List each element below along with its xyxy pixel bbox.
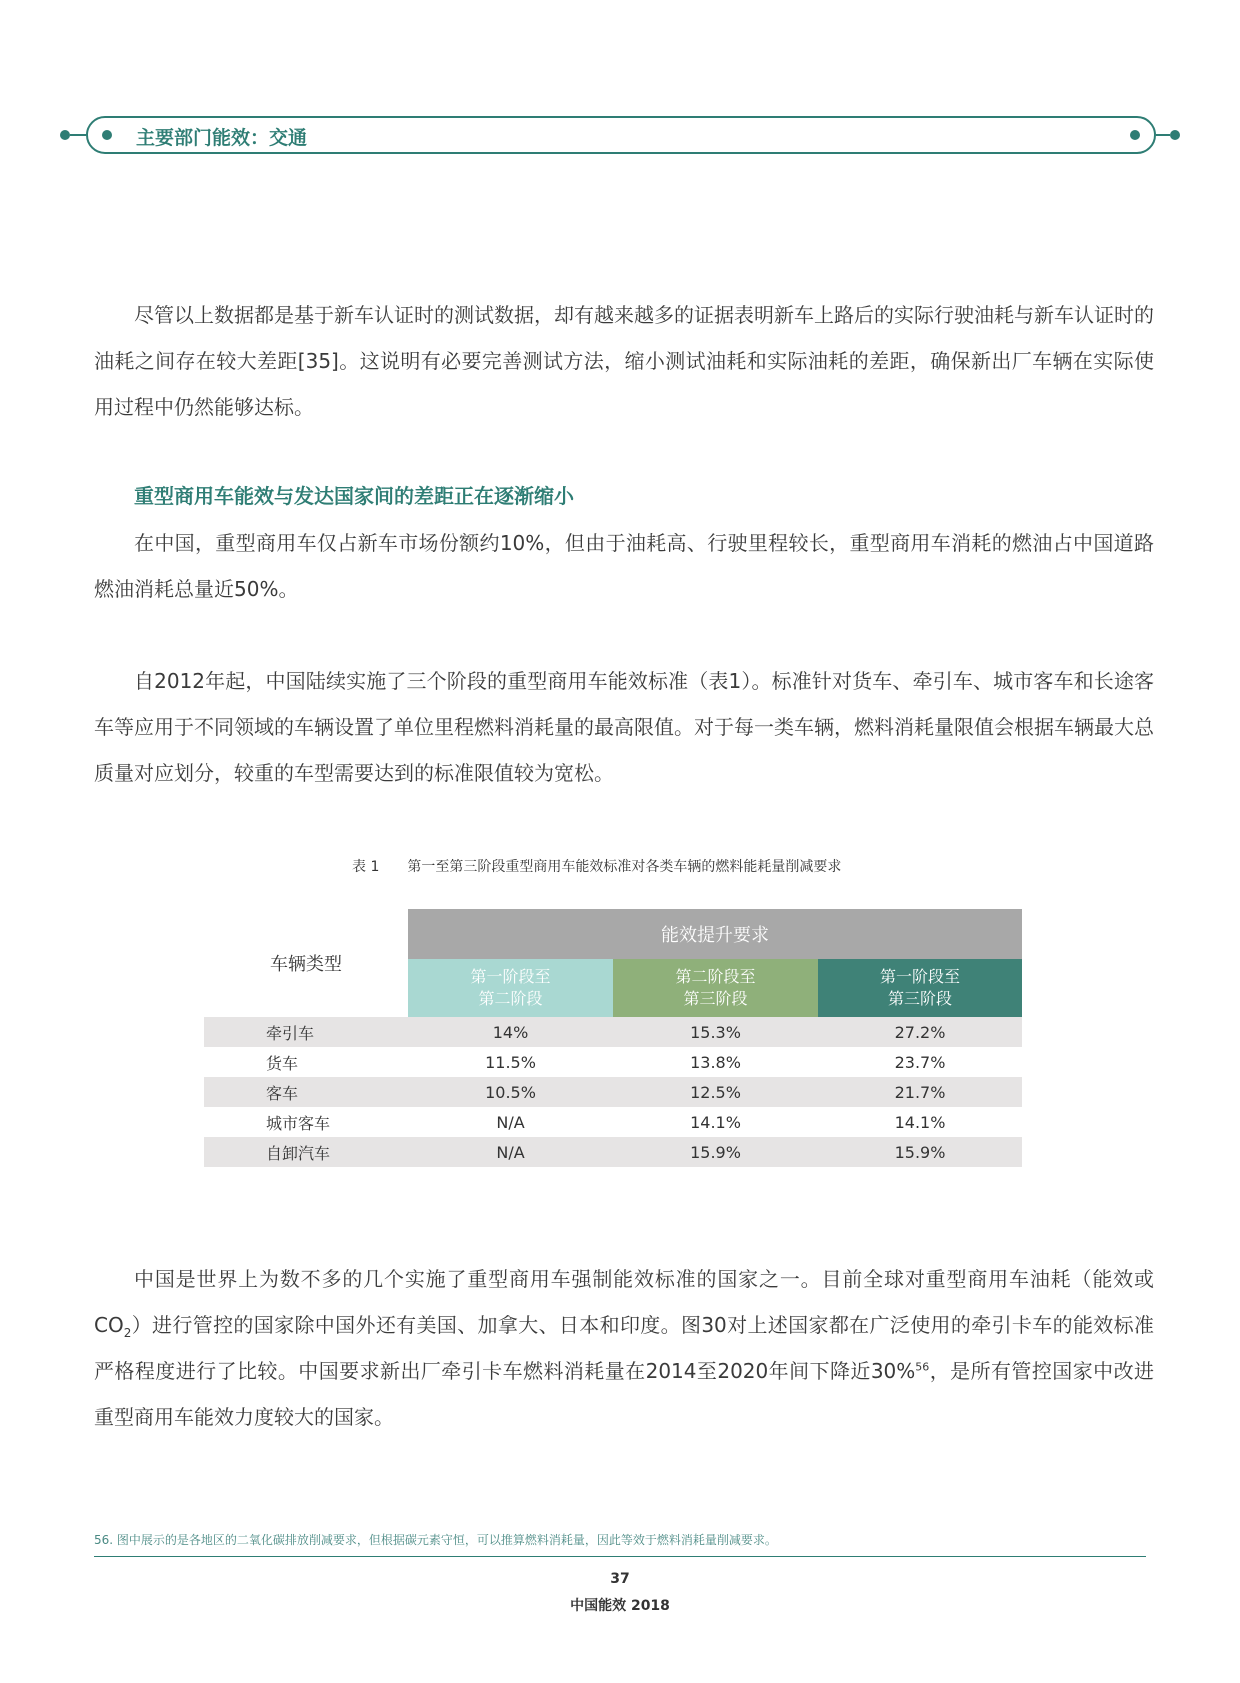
stage-header-1-line1: 第一阶段至 <box>470 967 551 986</box>
stage-header-2-line2: 第三阶段 <box>683 989 748 1008</box>
row-stage2-3: 14.1% <box>690 1112 741 1132</box>
table-row <box>204 1107 1022 1137</box>
row-stage2-3: 13.8% <box>690 1052 741 1072</box>
header-right-line <box>1156 134 1170 136</box>
table-row <box>204 1047 1022 1077</box>
vehicle-type-header: 车辆类型 <box>270 954 342 975</box>
row-stage2-3: 15.3% <box>690 1022 741 1042</box>
row-vehicle-type: 货车 <box>266 1053 299 1073</box>
row-vehicle-type: 牵引车 <box>266 1023 315 1043</box>
row-stage1-2: N/A <box>496 1112 525 1132</box>
paragraph-1: 尽管以上数据都是基于新车认证时的测试数据，却有越来越多的证据表明新车上路后的实际行驶油耗与新车认证时的油耗之间存在较大差距[35]。这说明有必要完善测试方法，缩小测试油耗和实际油耗的差距，确保新出厂车辆在实际使用过程中仍然能够达标。 <box>94 303 1154 419</box>
table-row <box>204 1137 1022 1167</box>
table-row <box>204 1017 1022 1047</box>
table-row <box>204 1077 1022 1107</box>
row-vehicle-type: 城市客车 <box>266 1113 331 1133</box>
stage-header-3-line1: 第一阶段至 <box>879 967 960 986</box>
footnote-rule <box>94 1556 1146 1557</box>
row-vehicle-type: 客车 <box>266 1083 299 1103</box>
stage-header-1-line2: 第二阶段 <box>478 989 543 1008</box>
paragraph-4-part1: 中国是世界上为数不多的几个实施了重型商用车强制能效标准的国家之一。目前全球对重型商用车油耗（能效或CO <box>94 1267 1154 1337</box>
paragraph-4-part2: ）进行管控的国家除中国外还有美国、加拿大、日本和印度。图30对上述国家都在广泛使用的牵引卡车的能效标准严格程度进行了比较。中国要求新出厂牵引卡车燃料消耗量在2014至2020年间下降近30% <box>94 1313 1154 1383</box>
stage-header-3 <box>818 959 1022 1017</box>
row-stage1-3: 15.9% <box>894 1142 946 1162</box>
row-stage1-2: N/A <box>496 1142 525 1162</box>
table-caption <box>352 856 841 876</box>
stage-header-2-line1: 第二阶段至 <box>675 967 756 986</box>
header-right-dot <box>1170 130 1180 140</box>
stage-header-1 <box>408 959 613 1017</box>
paragraph-3: 自2012年起，中国陆续实施了三个阶段的重型商用车能效标准（表1）。标准针对货车、牵引车、城市客车和长途客车等应用于不同领域的车辆设置了单位里程燃料消耗量的最高限值。对于每一类车辆，燃料消耗量限值会根据车辆最大总质量对应划分，较重的车型需要达到的标准限值较为宽松。 <box>94 669 1154 785</box>
paragraph-2: 在中国，重型商用车仅占新车市场份额约10%，但由于油耗高、行驶里程较长，重型商用车消耗的燃油占中国道路燃油消耗总量近50%。 <box>94 531 1154 601</box>
row-stage2-3: 12.5% <box>690 1082 741 1102</box>
row-stage1-2: 10.5% <box>485 1082 536 1102</box>
stage-header-3-line2: 第三阶段 <box>887 989 952 1008</box>
header-pill <box>86 116 1156 154</box>
section-title: 主要部门能效：交通 <box>136 127 308 149</box>
paragraph-4 <box>94 1256 1154 1440</box>
efficiency-group-header: 能效提升要求 <box>408 909 1022 959</box>
co2-subscript: 2 <box>123 1326 132 1340</box>
row-stage1-2: 11.5% <box>485 1052 536 1072</box>
header-left-line <box>70 134 86 136</box>
row-stage1-3: 23.7% <box>894 1052 946 1072</box>
paragraph-4-part3: ，是所有管控国家中改进重型商用车能效力度较大的国家。 <box>94 1359 1155 1429</box>
table-caption-text: 第一至第三阶段重型商用车能效标准对各类车辆的燃料能耗量削减要求 <box>407 859 842 875</box>
footnote: 56. 图中展示的是各地区的二氧化碳排放削减要求，但根据碳元素守恒，可以推算燃料消耗量，因此等效于燃料消耗量削减要求。 <box>94 1533 777 1547</box>
row-stage1-2: 14% <box>492 1022 529 1042</box>
subheading: 重型商用车能效与发达国家间的差距正在逐渐缩小 <box>134 484 574 508</box>
row-stage1-3: 21.7% <box>894 1082 946 1102</box>
row-vehicle-type: 自卸汽车 <box>266 1143 331 1163</box>
row-stage1-3: 27.2% <box>894 1022 946 1042</box>
reduction-table <box>204 909 1022 1167</box>
table-caption-number: 表 1 <box>352 859 380 875</box>
header-inner-right-dot <box>1130 130 1140 140</box>
book-title: 中国能效 2018 <box>570 1598 670 1614</box>
stage-header-2 <box>613 959 818 1017</box>
footnote-ref-56[interactable]: 56 <box>915 1360 930 1374</box>
header-left-dot <box>60 130 70 140</box>
page-number: 37 <box>610 1571 630 1587</box>
row-stage1-3: 14.1% <box>894 1112 946 1132</box>
header-inner-left-dot <box>102 130 112 140</box>
row-stage2-3: 15.9% <box>690 1142 741 1162</box>
